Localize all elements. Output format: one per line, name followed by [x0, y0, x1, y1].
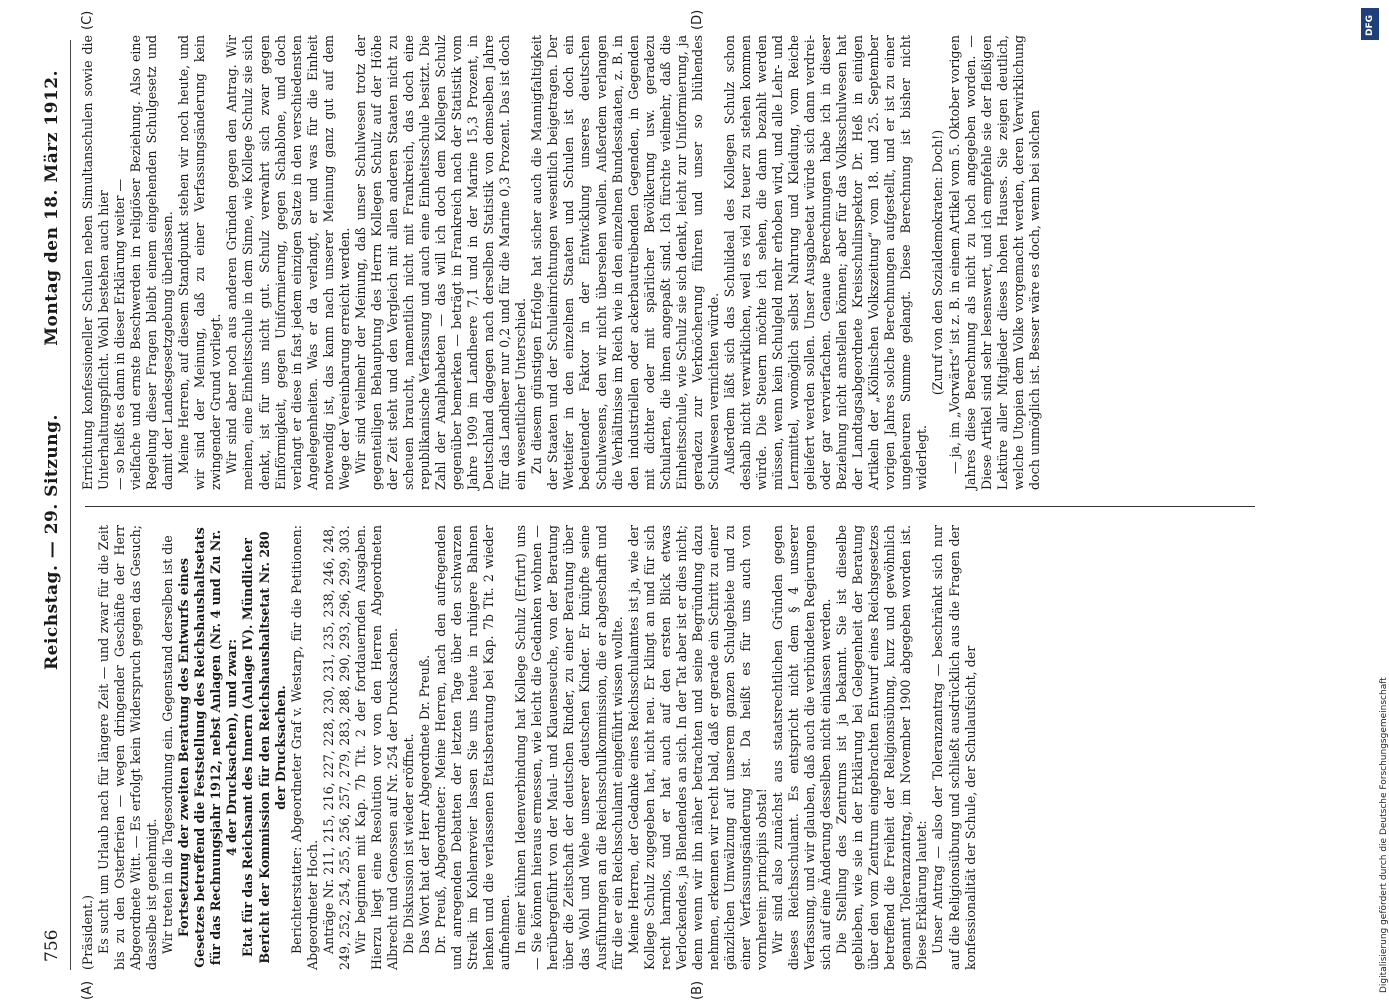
- margin-mark-a: (A): [80, 980, 95, 1000]
- paragraph: Anträge Nr. 211, 215, 216, 227, 228, 230, 231, 235, 238, 246, 248, 249, 252, 254, 255, 256, 257, 279, 283, 288, 290, 293, 296, 299, 303.: [320, 525, 352, 970]
- column-divider: [85, 506, 1255, 507]
- paragraph: — so heißt es dann in dieser Erklärung weiter —: [112, 178, 128, 490]
- left-column: [80, 525, 979, 970]
- paragraph: Die Diskussion ist wieder eröffnet.: [400, 733, 416, 954]
- session-date: Montag den 18. März 1912.: [42, 70, 62, 346]
- speaker-note: (Präsident.): [80, 894, 95, 970]
- paragraph: Es sucht um Urlaub nach für längere Zeit — und zwar für die Zeit bis zu den Osterferien — wegen dringender Geschäfte der Herr Abgeordnete Witt. — Es erfolgt kein Widerspruch gegen das Gesuch; dasselbe ist genehmigt.: [96, 525, 160, 970]
- session-title: Reichstag. — 29. Sitzung.: [42, 414, 62, 670]
- quoted-paragraph: Unser Antrag — also der Toleranzantrag — beschränkt sich nur auf die Religionsübung und schließt ausdrücklich aus die Fragen der konfessionalität der Schule, der Schulaufsicht, der: [930, 525, 978, 970]
- speech-paragraph: Zu diesem günstigen Erfolge hat sicher auch die Mannigfaltigkeit der Staaten und der Schuleinrichtungen wesentlich beigetragen. Der Wetteifer in den einzelnen Staaten und Schulen ist doch ein bedeutender Faktor in der Entwicklung unseres deutschen Schulwesens, den wir nicht übersehen wollen. Außerdem verlangen die Verhältnisse im Reich wie in den einzelnen Bundesstaaten, z. B. in den industriellen oder ackerbautreibenden Gegenden, in Gegenden mit dichter oder mit spärlicher Bevölkerung usw. geradezu Schularten, die ihnen angepaßt sind. Ich fürchte vielmehr, daß die Einheitsschule, wie Schulz sie sich denkt, leicht zur Uniformierung, ja geradezu zur Verknöcherung führen und unser so blühendes Schulwesen vernichten würde.: [529, 35, 721, 490]
- speech-paragraph: Meine Herren, auf diesem Standpunkt stehen wir noch heute, und wir sind der Meinung, daß zu einer Verfassungsänderung kein zwingender Grund vorliegt.: [176, 35, 224, 490]
- quoted-paragraph: vielfache und ernste Beschwerden in religiöser Beziehung. Also eine Regelung dieser Fragen bleibt einem eingehenden Schulgesetz und damit der Landesgesetzgebung überlassen.: [128, 35, 176, 490]
- speech-paragraph: Wir sind aber noch aus anderen Gründen gegen den Antrag. Wir meinen, eine Einheitsschule in dem Sinne, wie Kollege Schulz sie sich denkt, ist für uns nicht gut. Schulz verwahrt sich zwar gegen Einförmigkeit, gegen Uniformierung, gegen Schablone, und doch verlangt er diese in fast jedem einzigen Satze in den verschiedensten Angelegenheiten. Was er da verlangt, er und was für die Einheit notwendig ist, das kann nach unserer Meinung ganz gut auf dem Wege der Vereinbarung erreicht werden.: [224, 35, 352, 490]
- speech-paragraph: Meine Herren, der Gedanke eines Reichsschulamtes ist ja, wie der Kollege Schulz zugegeben hat, nicht neu. Er klingt an und für sich recht harmlos, und er hat auch auf den ersten Blick etwas Verlockendes, ja Blendendes an sich. In der Tat aber ist er dies nicht; denn wenn wir ihn näher betrachten und seine Begründung dazu nehmen, erkennen wir recht bald, daß er gerade ein Schritt zu einer gänzlichen Umwälzung auf unserem ganzen Schulgebiete und zu einer Verfassungsänderung ist. Da heißt es für uns auch von vornherein: principiis obsta!: [625, 525, 769, 970]
- agenda-item: Fortsetzung der zweiten Beratung des Entwurfs eines Gesetzes betreffend die Feststellung des Reichshaushaltsetats für das Rechnungsjahr 1912, nebst Anlagen (Nr. 4 und Zu Nr. 4 der Drucksachen), und zwar:: [176, 527, 240, 968]
- speech-paragraph: Wir sind vielmehr der Meinung, daß unser Schulwesen trotz der gegenteiligen Behauptung des Herrn Kollegen Schulz auf der Höhe der Zeit steht und den Vergleich mit allen anderen Staaten nicht zu scheuen braucht, namentlich nicht mit Frankreich, das doch eine republikanische Verfassung und auch eine Einheitsschule besitzt. Die Zahl der Analphabeten — das will ich doch dem Kollegen Schulz gegenüber bemerken — beträgt in Frankreich nach der Statistik vom Jahre 1909 im Landheere 7,1 und in der Marine 15,3 Prozent, in Deutschland dagegen nach derselben Statistik von demselben Jahre für das Landheer nur 0,2 und für die Marine 0,3 Prozent. Das ist doch ein wesentlicher Unterschied.: [352, 35, 529, 490]
- paragraph: Das Wort hat der Herr Abgeordnete Dr. Preuß.: [416, 654, 432, 954]
- quoted-paragraph: Errichtung konfessioneller Schulen neben Simultanschulen sowie die Unterhaltungspflicht. Wohl bestehen auch hier: [80, 35, 112, 490]
- speech-paragraph: Wir sind also zunächst aus staatsrechtlichen Gründen gegen dieses Reichsschulamt. Es entspricht nicht dem § 4 unserer Verfassung, und wir glauben, daß auch die verbündeten Regierungen sich auf eine Änderung desselben nicht einlassen werden.: [770, 525, 834, 970]
- header-rule: [70, 40, 71, 970]
- right-column: [80, 35, 1043, 490]
- paragraph: Berichterstatter: Abgeordneter Graf v. Westarp, für die Petitionen: Abgeordneter Hoch.: [288, 525, 320, 970]
- margin-mark-d: (D): [690, 9, 705, 30]
- paragraph: Wir treten in die Tagesordnung ein. Gegenstand derselben ist die: [160, 535, 176, 954]
- paragraph: Wir beginnen mit Kap. 7b Tit. 2 der fortdauernden Ausgaben. Hierzu liegt eine Resolution vor von den Herren Abgeordneten Albrecht und Genossen auf Nr. 254 der Drucksachen.: [352, 525, 400, 970]
- interjection: (Zuruf von den Sozialdemokraten: Doch!): [930, 129, 946, 396]
- agenda-subitem: Etat für das Reichsamt des Innern (Anlage IV). Mündlicher Bericht der Kommission für den Reichshaushaltsetat Nr. 280 der Drucksachen.: [240, 531, 288, 964]
- speech-paragraph: Außerdem läßt sich das Schulideal des Kollegen Schulz schon deshalb nicht verwirklichen, weil es viel zu teuer zu stehen kommen würde. Die Steuern möchte ich sehen, die dann bezahlt werden müssen, wenn kein Schulgeld mehr erhoben wird, und alle Lehr- und Lernmittel, womöglich selbst Nahrung und Kleidung, vom Reiche geliefert werden sollen. Unser Ausgabeetat würde sich dann verdrei- oder gar vervierfachen. Genaue Berechnungen habe ich in dieser Beziehung nicht anstellen können; aber für das Volksschulwesen hat der Landtagsabgeordnete Kreisschulinspektor Dr. Heß in einigen Artikeln der „Kölnischen Volkszeitung“ vom 18. und 25. September vorigen Jahres solche Berechnungen aufgestellt, und er ist zu einer ungeheuren Summe gelangt. Diese Berechnung ist bisher nicht widerlegt.: [721, 35, 930, 490]
- margin-mark-c: (C): [80, 10, 95, 30]
- digitization-credit: Digitalisierung gefördert durch die Deutsche Forschungsgemeinschaft: [1379, 677, 1389, 993]
- speech-paragraph: In einer kühnen Ideenverbindung hat Kollege Schulz (Erfurt) uns — Sie können hieraus ermessen, wie leicht die Gedanken wohnen — herübergeführt von der Maul- und Klauenseuche, von der Beratung über die Zeitschaft der deutschen Rinder, zu einer Beratung über das Wohl und Wehe unserer deutschen Kinder. Er knüpfte seine Ausführungen an die Reichsschulkommission, die er abgeschafft und für die er ein Reichsschulamt eingeführt wissen wollte.: [513, 525, 625, 970]
- speech-paragraph: Dr. Preuß, Abgeordneter: Meine Herren, nach den aufregenden und anregenden Debatten der letzten Tage über den schwarzen Streik im Kohlenrevier lassen Sie uns heute in ruhigere Bahnen lenken und die verlassenen Etatsberatung bei Kap. 7b Tit. 2 wieder aufnehmen.: [433, 525, 513, 970]
- margin-mark-b: (B): [690, 980, 705, 1000]
- page-number: 756: [42, 929, 62, 962]
- page-header: [42, 30, 72, 970]
- speech-paragraph: Die Stellung des Zentrums ist ja bekannt. Sie ist dieselbe geblieben, wie sie in der Erklärung bei Gelegenheit der Beratung über den vom Zentrum eingebrachten Entwurf eines Reichsgesetzes betreffend die Freiheit der Religionsübung, kurz und gewöhnlich genannt Toleranzantrag, im November 1900 abgegeben worden ist. Diese Erklärung lautet:: [834, 525, 930, 970]
- speech-paragraph: — ja, im „Vorwärts“ ist z. B. in einem Artikel vom 5. Oktober vorigen Jahres diese Berechnung als nicht zu hoch angegeben worden. — Diese Artikel sind sehr lesenswert, und ich empfehle sie der fleißigen Lektüre aller Mitglieder dieses hohen Hauses. Sie zeigen deutlich, welche Utopien dem Volke vorgemacht werden, deren Verwirklichung doch unmöglich ist. Besser wäre es doch, wenn bei solchen: [946, 35, 1042, 490]
- dfg-logo: DFG: [1361, 8, 1379, 40]
